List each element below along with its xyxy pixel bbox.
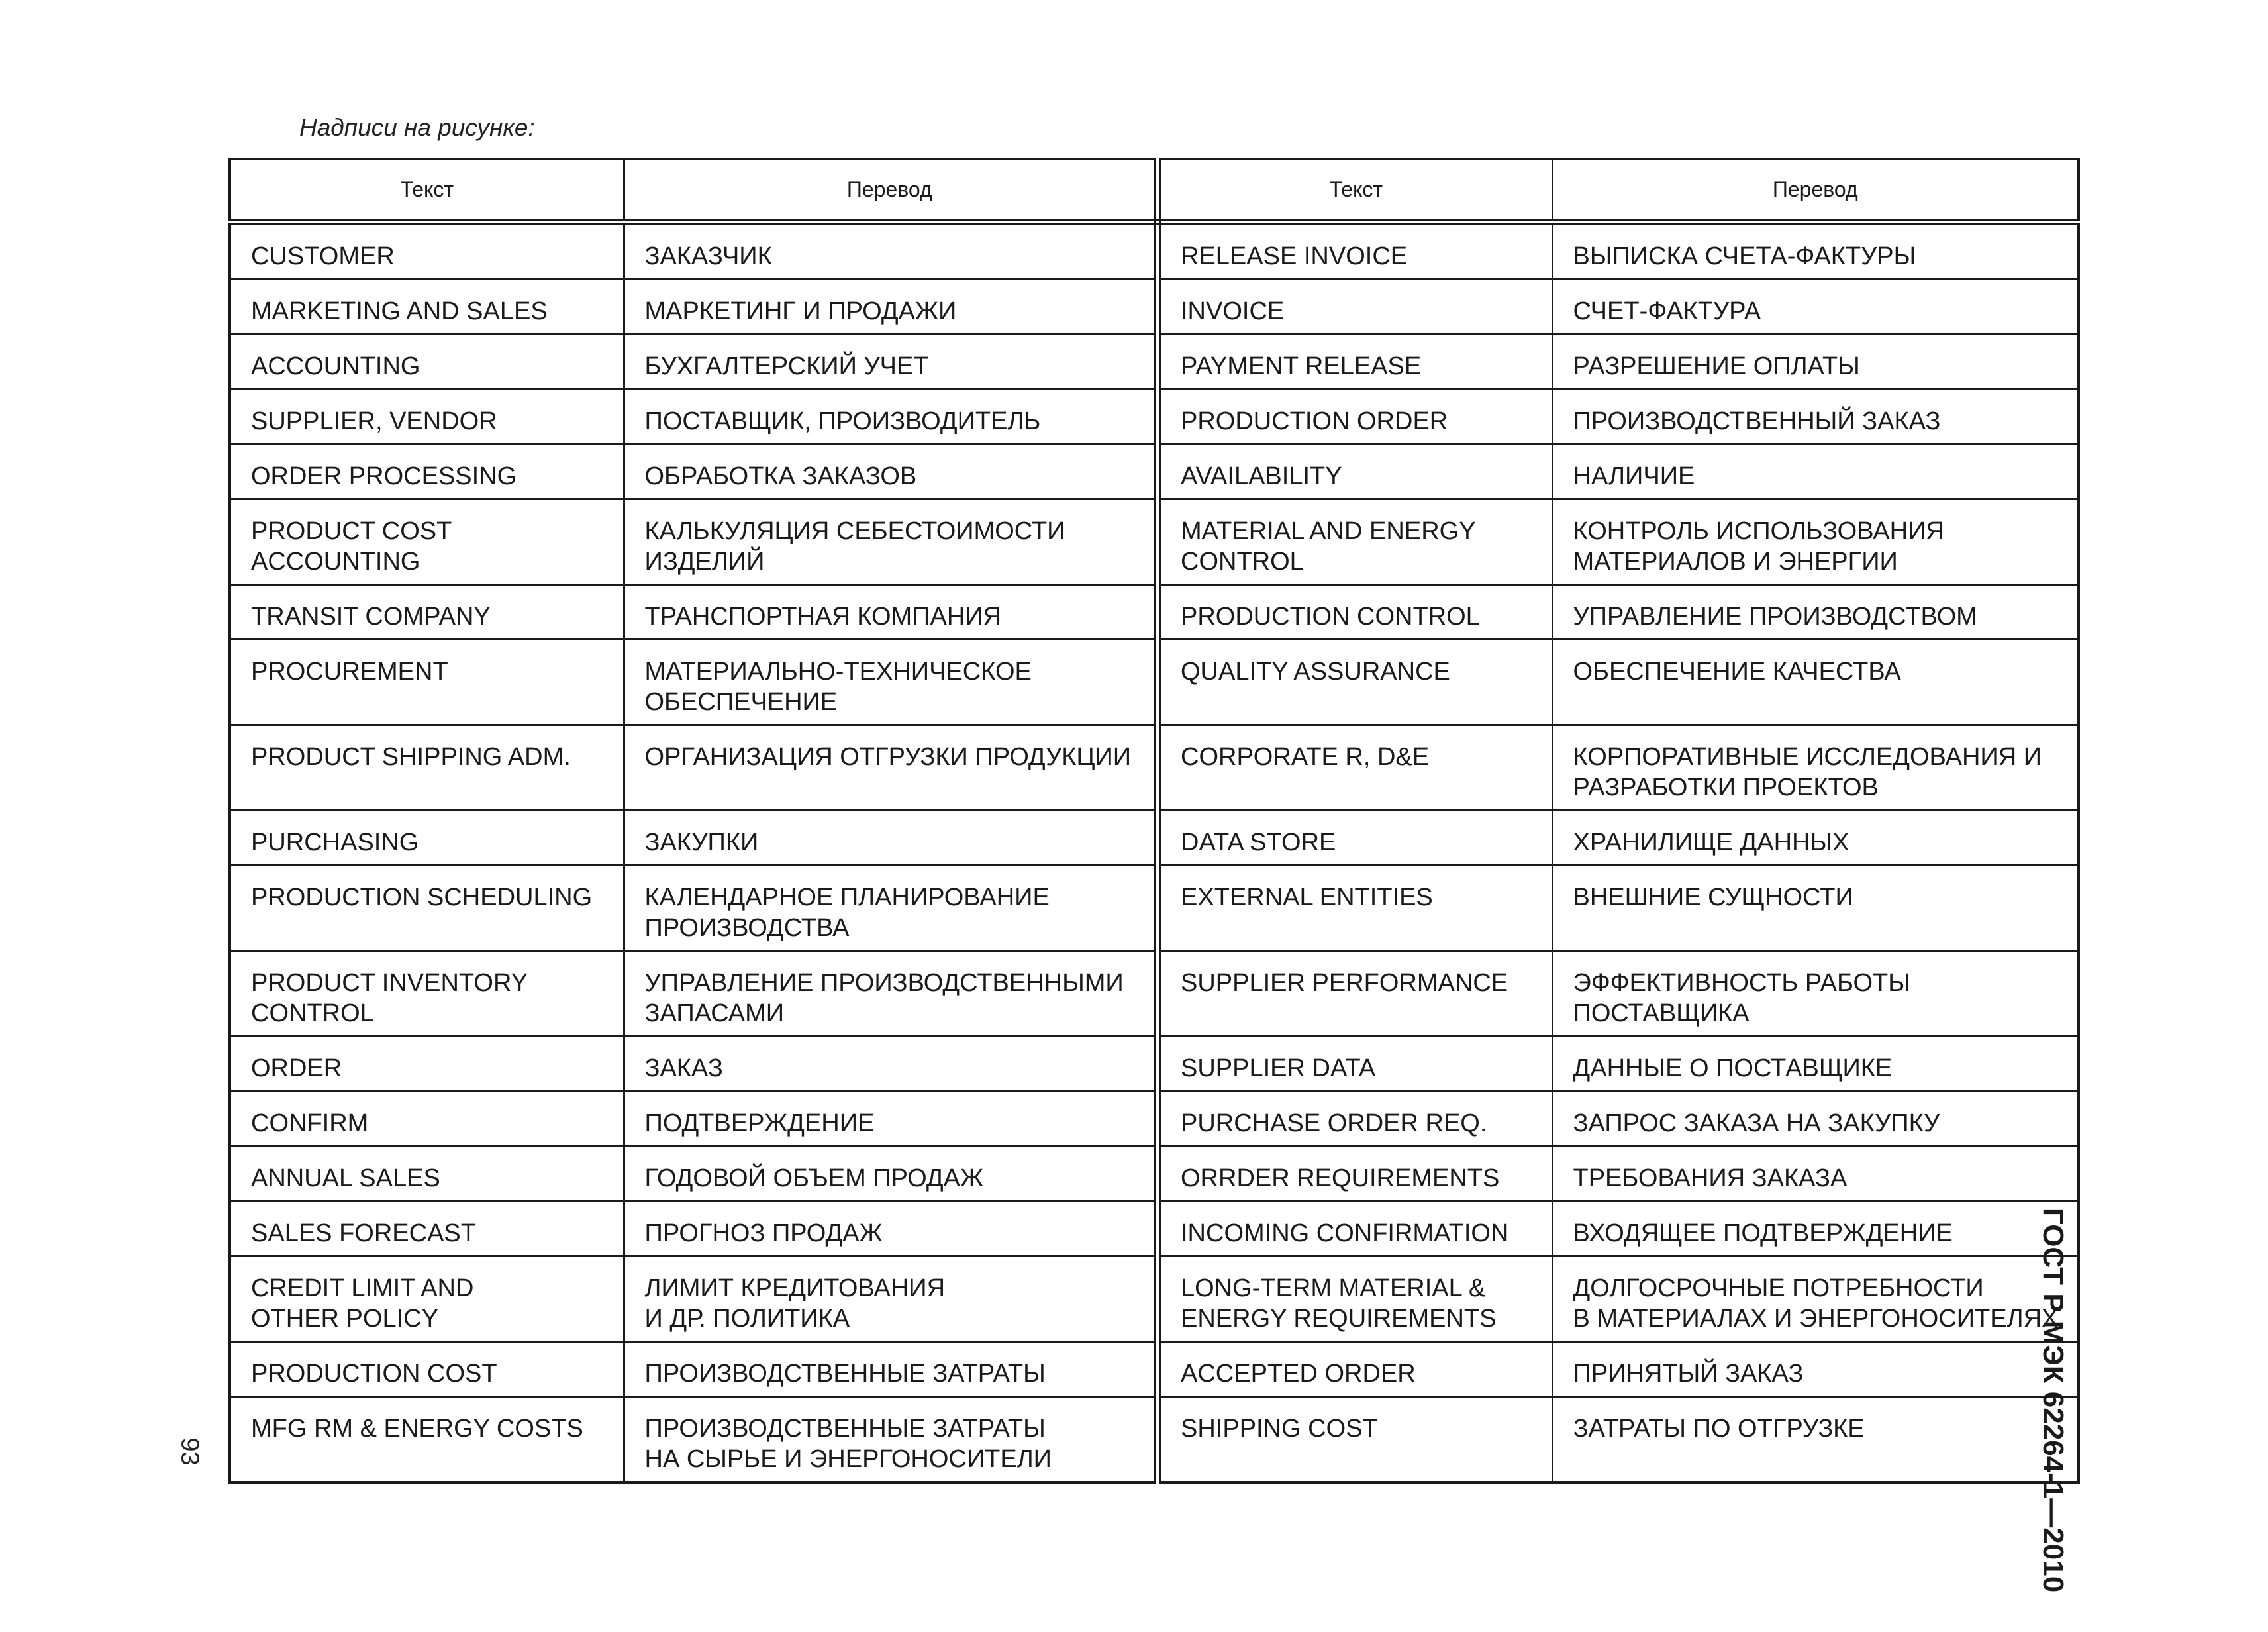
table-row: [230, 811, 2079, 866]
header-translation-2: Перевод: [1552, 159, 2079, 222]
translation-cell: ТРАНСПОРТНАЯ КОМПАНИЯ: [624, 585, 1158, 640]
source-text-cell: INCOMING CONFIRMATION: [1158, 1201, 1552, 1256]
source-text-cell: ACCOUNTING: [230, 334, 624, 389]
translation-cell: КАЛЬКУЛЯЦИЯ СЕБЕСТОИМОСТИ ИЗДЕЛИЙ: [624, 499, 1158, 585]
table-row: [230, 585, 2079, 640]
source-text-cell: TRANSIT COMPANY: [230, 585, 624, 640]
translation-cell: ВНЕШНИЕ СУЩНОСТИ: [1552, 866, 2079, 951]
source-text-cell: ORRDER REQUIREMENTS: [1158, 1147, 1552, 1201]
translation-cell: ЗАКУПКИ: [624, 811, 1158, 866]
source-text-cell: PURCHASE ORDER REQ.: [1158, 1092, 1552, 1147]
table-row: [230, 1201, 2079, 1256]
table-row: [230, 1342, 2079, 1397]
translation-cell: НАЛИЧИЕ: [1552, 444, 2079, 499]
source-text-cell: PRODUCT SHIPPING ADM.: [230, 725, 624, 811]
table-row: [230, 222, 2079, 280]
source-text-cell: INVOICE: [1158, 280, 1552, 334]
translation-cell: КОРПОРАТИВНЫЕ ИССЛЕДОВАНИЯ И РАЗРАБОТКИ ПРОЕКТОВ: [1552, 725, 2079, 811]
source-text-cell: ANNUAL SALES: [230, 1147, 624, 1201]
translation-cell: ПРИНЯТЫЙ ЗАКАЗ: [1552, 1342, 2079, 1397]
table-row: [230, 1147, 2079, 1201]
translation-cell: КОНТРОЛЬ ИСПОЛЬЗОВАНИЯ МАТЕРИАЛОВ И ЭНЕРГИИ: [1552, 499, 2079, 585]
figure-caption: Надписи на рисунке:: [299, 114, 535, 141]
translation-cell: ДАННЫЕ О ПОСТАВЩИКЕ: [1552, 1037, 2079, 1092]
source-text-cell: CORPORATE R, D&E: [1158, 725, 1552, 811]
translation-cell: ТРЕБОВАНИЯ ЗАКАЗА: [1552, 1147, 2079, 1201]
source-text-cell: PRODUCTION ORDER: [1158, 389, 1552, 444]
translation-cell: ВЫПИСКА СЧЕТА-ФАКТУРЫ: [1552, 222, 2079, 280]
header-translation-1: Перевод: [624, 159, 1158, 222]
translation-cell: РАЗРЕШЕНИЕ ОПЛАТЫ: [1552, 334, 2079, 389]
table-row: [230, 444, 2079, 499]
source-text-cell: PROCUREMENT: [230, 640, 624, 725]
table-row: [230, 866, 2079, 951]
table-row: [230, 334, 2079, 389]
table-row: [230, 1037, 2079, 1092]
translation-cell: КАЛЕНДАРНОЕ ПЛАНИРОВАНИЕ ПРОИЗВОДСТВА: [624, 866, 1158, 951]
table-row: [230, 1092, 2079, 1147]
page-number: 93: [175, 1437, 204, 1466]
source-text-cell: ORDER: [230, 1037, 624, 1092]
translation-cell: ЗАТРАТЫ ПО ОТГРУЗКЕ: [1552, 1397, 2079, 1483]
source-text-cell: SUPPLIER DATA: [1158, 1037, 1552, 1092]
translation-cell: ОРГАНИЗАЦИЯ ОТГРУЗКИ ПРОДУКЦИИ: [624, 725, 1158, 811]
header-text-1: Текст: [230, 159, 624, 222]
source-text-cell: PRODUCTION COST: [230, 1342, 624, 1397]
source-text-cell: PURCHASING: [230, 811, 624, 866]
translation-cell: ОБРАБОТКА ЗАКАЗОВ: [624, 444, 1158, 499]
translation-table: [228, 158, 2080, 1484]
table-row: [230, 280, 2079, 334]
translation-cell: МАТЕРИАЛЬНО-ТЕХНИЧЕСКОЕ ОБЕСПЕЧЕНИЕ: [624, 640, 1158, 725]
source-text-cell: RELEASE INVOICE: [1158, 222, 1552, 280]
source-text-cell: PAYMENT RELEASE: [1158, 334, 1552, 389]
translation-cell: ЗАКАЗ: [624, 1037, 1158, 1092]
translation-cell: ГОДОВОЙ ОБЪЕМ ПРОДАЖ: [624, 1147, 1158, 1201]
table-row: [230, 1397, 2079, 1483]
header-row: [230, 159, 2079, 222]
source-text-cell: PRODUCT INVENTORY CONTROL: [230, 951, 624, 1037]
source-text-cell: SUPPLIER, VENDOR: [230, 389, 624, 444]
source-text-cell: CONFIRM: [230, 1092, 624, 1147]
translation-cell: БУХГАЛТЕРСКИЙ УЧЕТ: [624, 334, 1158, 389]
translation-cell: ЗАКАЗЧИК: [624, 222, 1158, 280]
translation-cell: ДОЛГОСРОЧНЫЕ ПОТРЕБНОСТИ В МАТЕРИАЛАХ И ЭНЕРГОНОСИТЕЛЯХ: [1552, 1256, 2079, 1342]
source-text-cell: EXTERNAL ENTITIES: [1158, 866, 1552, 951]
source-text-cell: ORDER PROCESSING: [230, 444, 624, 499]
source-text-cell: PRODUCT COST ACCOUNTING: [230, 499, 624, 585]
source-text-cell: MFG RM & ENERGY COSTS: [230, 1397, 624, 1483]
source-text-cell: MATERIAL AND ENERGY CONTROL: [1158, 499, 1552, 585]
source-text-cell: CUSTOMER: [230, 222, 624, 280]
translation-cell: ПРОИЗВОДСТВЕННЫЙ ЗАКАЗ: [1552, 389, 2079, 444]
table-row: [230, 389, 2079, 444]
translation-cell: ОБЕСПЕЧЕНИЕ КАЧЕСТВА: [1552, 640, 2079, 725]
table-row: [230, 725, 2079, 811]
source-text-cell: SUPPLIER PERFORMANCE: [1158, 951, 1552, 1037]
standard-designation: ГОСТ Р МЭК 62264-1—2010: [2037, 1207, 2069, 1593]
source-text-cell: AVAILABILITY: [1158, 444, 1552, 499]
translation-cell: ЛИМИТ КРЕДИТОВАНИЯ И ДР. ПОЛИТИКА: [624, 1256, 1158, 1342]
table-row: [230, 1256, 2079, 1342]
source-text-cell: PRODUCTION SCHEDULING: [230, 866, 624, 951]
translation-cell: ПОДТВЕРЖДЕНИЕ: [624, 1092, 1158, 1147]
source-text-cell: PRODUCTION CONTROL: [1158, 585, 1552, 640]
source-text-cell: SALES FORECAST: [230, 1201, 624, 1256]
source-text-cell: MARKETING AND SALES: [230, 280, 624, 334]
translation-cell: ПРОГНОЗ ПРОДАЖ: [624, 1201, 1158, 1256]
translation-cell: УПРАВЛЕНИЕ ПРОИЗВОДСТВОМ: [1552, 585, 2079, 640]
translation-cell: ПРОИЗВОДСТВЕННЫЕ ЗАТРАТЫ НА СЫРЬЕ И ЭНЕРГОНОСИТЕЛИ: [624, 1397, 1158, 1483]
translation-cell: СЧЕТ-ФАКТУРА: [1552, 280, 2079, 334]
source-text-cell: CREDIT LIMIT AND OTHER POLICY: [230, 1256, 624, 1342]
source-text-cell: ACCEPTED ORDER: [1158, 1342, 1552, 1397]
table-row: [230, 640, 2079, 725]
source-text-cell: DATA STORE: [1158, 811, 1552, 866]
source-text-cell: QUALITY ASSURANCE: [1158, 640, 1552, 725]
translation-cell: ХРАНИЛИЩЕ ДАННЫХ: [1552, 811, 2079, 866]
translation-cell: МАРКЕТИНГ И ПРОДАЖИ: [624, 280, 1158, 334]
translation-cell: ЗАПРОС ЗАКАЗА НА ЗАКУПКУ: [1552, 1092, 2079, 1147]
translation-cell: ВХОДЯЩЕЕ ПОДТВЕРЖДЕНИЕ: [1552, 1201, 2079, 1256]
translation-cell: ПОСТАВЩИК, ПРОИЗВОДИТЕЛЬ: [624, 389, 1158, 444]
translation-cell: ЭФФЕКТИВНОСТЬ РАБОТЫ ПОСТАВЩИКА: [1552, 951, 2079, 1037]
source-text-cell: LONG-TERM MATERIAL & ENERGY REQUIREMENTS: [1158, 1256, 1552, 1342]
table-row: [230, 499, 2079, 585]
translation-cell: ПРОИЗВОДСТВЕННЫЕ ЗАТРАТЫ: [624, 1342, 1158, 1397]
translation-cell: УПРАВЛЕНИЕ ПРОИЗВОДСТВЕННЫМИ ЗАПАСАМИ: [624, 951, 1158, 1037]
header-text-2: Текст: [1158, 159, 1552, 222]
source-text-cell: SHIPPING COST: [1158, 1397, 1552, 1483]
table-row: [230, 951, 2079, 1037]
